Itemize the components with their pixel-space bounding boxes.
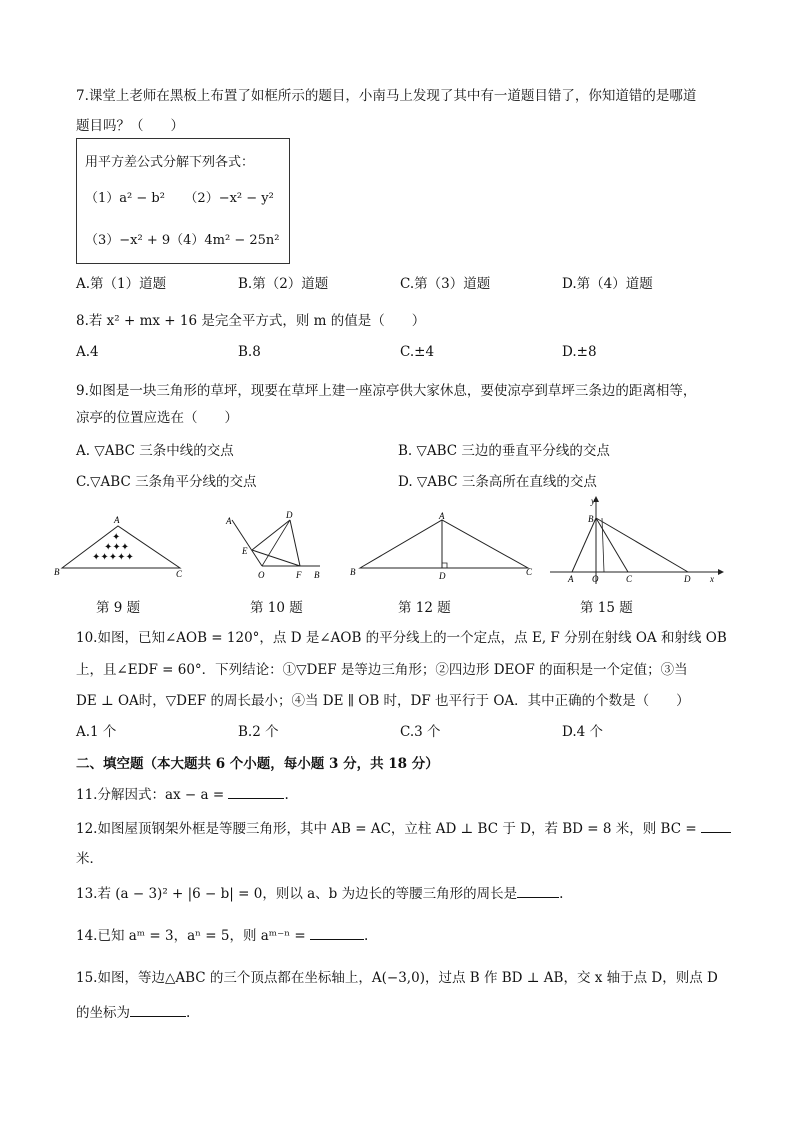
svg-text:y: y	[591, 496, 595, 506]
q11-text: 11.分解因式：ax − a =	[76, 787, 229, 803]
q12-line1	[76, 817, 731, 837]
q15-line2	[76, 1001, 190, 1021]
figure-q10-angle	[222, 510, 332, 582]
q7-question-box	[76, 138, 290, 264]
svg-text:D: D	[439, 571, 446, 581]
q14-text: 14.已知 aᵐ = 3，aⁿ = 5，则 aᵐ⁻ⁿ =	[76, 928, 310, 944]
q10-option-a: A.1 个	[76, 724, 117, 740]
q14	[76, 924, 368, 944]
svg-text:O: O	[592, 574, 599, 584]
q9-line2: 凉亭的位置应选在（ ）	[76, 410, 238, 426]
figure-q15-coordinate	[548, 494, 724, 586]
svg-text:A: A	[226, 516, 232, 526]
q8-option-b: B.8	[238, 344, 261, 360]
q13-end: .	[559, 886, 564, 902]
q11	[76, 783, 289, 803]
svg-text:B: B	[54, 567, 60, 577]
svg-text:O: O	[258, 570, 265, 580]
q15-text: 的坐标为	[76, 1005, 130, 1021]
q12-line2: 米．	[76, 851, 103, 867]
caption-figure-9: 第 9 题	[96, 600, 141, 616]
svg-text:D: D	[684, 574, 691, 584]
svg-text:✦✦✦: ✦✦✦	[104, 542, 130, 553]
q7-option-c: C.第（3）道题	[400, 276, 491, 292]
q11-answer-blank[interactable]	[228, 786, 284, 799]
q8-line1: 8.若 x² + mx + 16 是完全平方式，则 m 的值是（ ）	[76, 313, 426, 329]
caption-figure-12: 第 12 题	[398, 600, 451, 616]
svg-text:✦: ✦	[112, 532, 121, 543]
q10-option-d: D.4 个	[562, 724, 604, 740]
q7-box-row1: （1）a² − b² （2）−x² − y²	[85, 191, 274, 206]
section-2-heading: 二、填空题（本大题共 6 个小题，每小题 3 分，共 18 分）	[76, 756, 439, 772]
q11-end: .	[284, 787, 289, 803]
q7-line2: 题目吗？（ ）	[76, 118, 184, 134]
svg-text:D: D	[286, 510, 293, 520]
q13-answer-blank[interactable]	[517, 885, 559, 898]
q9-line1: 9.如图是一块三角形的草坪，现要在草坪上建一座凉亭供大家休息，要使凉亭到草坪三条边的距离相等，	[76, 383, 697, 399]
q9-option-b: B. ▽ABC 三边的垂直平分线的交点	[398, 443, 610, 459]
svg-text:A: A	[114, 515, 120, 525]
q7-box-title: 用平方差公式分解下列各式：	[85, 155, 255, 170]
svg-text:x: x	[710, 574, 714, 584]
svg-text:C: C	[626, 574, 633, 584]
q15-end: .	[186, 1005, 191, 1021]
svg-text:A: A	[439, 512, 445, 521]
q8-option-a: A.4	[76, 344, 99, 360]
q9-option-a: A. ▽ABC 三条中线的交点	[76, 443, 234, 459]
q7-line1: 7.课堂上老师在黑板上布置了如框所示的题目，小南马上发现了其中有一道题目错了，你知道错的是哪道	[76, 88, 697, 104]
svg-text:F: F	[296, 570, 302, 580]
figure-q9-triangle	[52, 512, 192, 582]
q9-option-d: D. ▽ABC 三条高所在直线的交点	[398, 474, 597, 490]
q10-option-c: C.3 个	[400, 724, 441, 740]
q7-option-d: D.第（4）道题	[562, 276, 653, 292]
q7-option-b: B.第（2）道题	[238, 276, 329, 292]
q10-line1: 10.如图，已知∠AOB = 120°，点 D 是∠AOB 的平分线上的一个定点，点 E, F 分别在射线 OA 和射线 OB	[76, 630, 727, 646]
caption-figure-10: 第 10 题	[250, 600, 303, 616]
grass-pattern	[92, 532, 134, 563]
q15-line1: 15.如图，等边△ABC 的三个顶点都在坐标轴上，A(−3,0)，过点 B 作 BD ⊥ AB，交 x 轴于点 D，则点 D	[76, 970, 718, 986]
svg-text:C: C	[176, 569, 183, 579]
q15-answer-blank[interactable]	[130, 1004, 186, 1017]
q9-option-c: C.▽ABC 三条角平分线的交点	[76, 474, 257, 490]
svg-text:✦✦✦✦✦: ✦✦✦✦✦	[92, 552, 134, 563]
svg-text:C: C	[526, 567, 533, 577]
q13-text: 13.若 (a − 3)² + |6 − b| = 0，则以 a、b 为边长的等腰三角形的周长是	[76, 886, 518, 902]
caption-figure-15: 第 15 题	[580, 600, 633, 616]
q8-option-d: D.±8	[562, 344, 597, 360]
q13	[76, 882, 563, 902]
q14-answer-blank[interactable]	[310, 927, 364, 940]
q12-answer-blank[interactable]	[701, 820, 731, 833]
svg-text:B: B	[350, 567, 356, 577]
q12-text: 12.如图屋顶钢架外框是等腰三角形，其中 AB = AC，立柱 AD ⊥ BC 于 D，若 BD = 8 米，则 BC =	[76, 821, 701, 837]
svg-text:B: B	[314, 570, 320, 580]
svg-text:E: E	[242, 546, 248, 556]
figure-q12-roof	[348, 512, 538, 582]
svg-text:A: A	[568, 574, 574, 584]
q10-line2: 上，且∠EDF = 60°．下列结论：①▽DEF 是等边三角形；②四边形 DEOF 的面积是一个定值；③当	[76, 662, 688, 678]
q7-box-row2: （3）−x² + 9（4）4m² − 25n²	[85, 233, 280, 248]
q14-end: .	[363, 928, 369, 944]
q10-line3: DE ⊥ OA时，▽DEF 的周长最小；④当 DE ∥ OB 时，DF 也平行于 OA．其中正确的个数是（ ）	[76, 693, 690, 709]
svg-text:B: B	[588, 514, 594, 524]
q10-option-b: B.2 个	[238, 724, 279, 740]
q7-option-a: A.第（1）道题	[76, 276, 167, 292]
q8-option-c: C.±4	[400, 344, 435, 360]
